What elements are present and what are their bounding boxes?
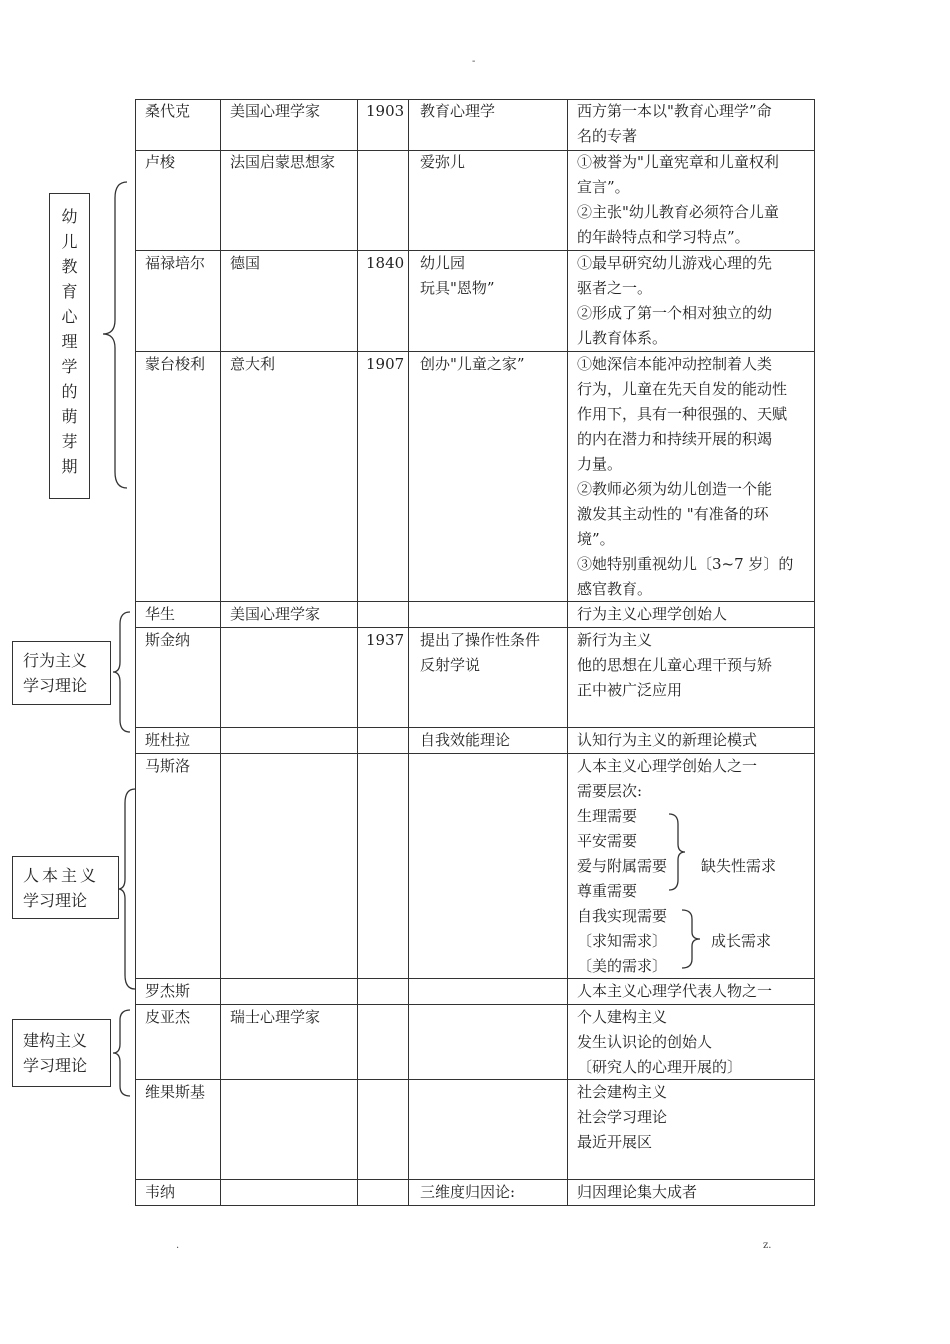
- group-label-humanism: [12, 856, 119, 919]
- work: 三维度归因论:: [420, 1183, 516, 1201]
- group-label-char: 萌: [61, 407, 78, 426]
- group-label-char: 育: [61, 282, 78, 301]
- note-line: 最近开展区: [577, 1133, 653, 1151]
- work: 提出了操作性条件: [420, 631, 541, 649]
- note-line: ①被誉为"儿童宪章和儿童权利: [577, 153, 779, 171]
- deficiency-label: 缺失性需求: [701, 857, 777, 875]
- note-line: 发生认识论的创始人: [577, 1033, 713, 1051]
- note-line: 宣言”。: [577, 178, 630, 196]
- note-line: 归因理论集大成者: [577, 1183, 698, 1201]
- group-label-germination: [49, 193, 90, 499]
- note-line: 的年龄特点和学习特点”。: [577, 228, 750, 246]
- bottom-left-mark: .: [176, 1240, 180, 1251]
- note-line: 感官教育。: [577, 580, 653, 598]
- person-identity: 瑞士心理学家: [230, 1008, 321, 1026]
- group-label-line: 学习理论: [23, 1056, 88, 1075]
- year: 1937: [366, 631, 405, 649]
- need-item: 平安需要: [577, 832, 638, 850]
- brace-icon: [97, 180, 131, 492]
- brace-icon: [680, 908, 702, 970]
- person-identity: 意大利: [230, 355, 276, 373]
- year: 1907: [366, 355, 405, 373]
- top-mark: -: [472, 56, 476, 67]
- person-name: 皮亚杰: [145, 1008, 191, 1026]
- note-line: ①她深信本能冲动控制着人类: [577, 355, 773, 373]
- work: 创办"儿童之家”: [420, 355, 525, 373]
- person-name: 福禄培尔: [145, 254, 206, 272]
- need-item: 生理需要: [577, 807, 638, 825]
- note-line: 的内在潜力和持续开展的积竭: [577, 430, 773, 448]
- year: 1903: [366, 102, 405, 120]
- group-label-char: 理: [61, 332, 78, 351]
- group-label-char: 教: [61, 257, 78, 276]
- brace-icon: [116, 787, 138, 991]
- person-name: 桑代克: [145, 102, 191, 120]
- group-label-char: 儿: [61, 232, 78, 251]
- work: 自我效能理论: [420, 731, 511, 749]
- group-label-char: 学: [61, 357, 78, 376]
- growth-label: 成长需求: [711, 932, 772, 950]
- work: 教育心理学: [420, 102, 496, 120]
- group-label-line: 行为主义: [23, 651, 88, 670]
- note-line: ①最早研究幼儿游戏心理的先: [577, 254, 773, 272]
- note-line: 认知行为主义的新理论模式: [577, 731, 758, 749]
- group-label-line: 建构主义: [23, 1031, 88, 1050]
- work: 反射学说: [420, 656, 481, 674]
- group-label-behaviorism: [12, 641, 111, 705]
- need-item: 〔求知需求〕: [577, 932, 668, 950]
- person-name: 班杜拉: [145, 731, 191, 749]
- need-item: 尊重需要: [577, 882, 638, 900]
- note-line: 需要层次:: [577, 782, 643, 800]
- person-identity: 法国启蒙思想家: [230, 153, 336, 171]
- brace-icon: [110, 610, 134, 734]
- note-line: 驱者之一。: [577, 279, 653, 297]
- person-name: 卢梭: [145, 153, 176, 171]
- note-line: ②教师必须为幼儿创造一个能: [577, 480, 773, 498]
- note-line: 儿教育体系。: [577, 329, 668, 347]
- person-name: 斯金纳: [145, 631, 191, 649]
- note-line: 力量。: [577, 455, 623, 473]
- note-line: 行为主义心理学创始人: [577, 605, 728, 623]
- brace-icon: [667, 812, 687, 892]
- note-line: 社会建构主义: [577, 1083, 668, 1101]
- note-line: 人本主义心理学代表人物之一: [577, 982, 773, 1000]
- note-line: 〔研究人的心理开展的〕: [577, 1058, 743, 1076]
- need-item: 自我实现需要: [577, 907, 668, 925]
- person-name: 罗杰斯: [145, 982, 191, 1000]
- year: 1840: [366, 254, 405, 272]
- person-name: 维果斯基: [145, 1083, 206, 1101]
- group-label-char: 期: [61, 457, 78, 476]
- note-line: ②主张"幼儿教育必须符合儿童: [577, 203, 779, 221]
- person-identity: 美国心理学家: [230, 102, 321, 120]
- group-label-line: 学习理论: [23, 891, 88, 910]
- person-name: 马斯洛: [145, 757, 191, 775]
- note-line: ③她特别重视幼儿〔3~7 岁〕的: [577, 555, 794, 573]
- note-line: 新行为主义: [577, 631, 653, 649]
- note-line: 西方第一本以"教育心理学”命: [577, 102, 772, 120]
- person-name: 韦纳: [145, 1183, 176, 1201]
- work: 爱弥儿: [420, 153, 466, 171]
- note-line: 他的思想在儿童心理干预与矫: [577, 656, 773, 674]
- group-label-char: 心: [61, 307, 78, 326]
- person-name: 华生: [145, 605, 176, 623]
- group-label-char: 幼: [61, 207, 78, 226]
- note-line: ②形成了第一个相对独立的幼: [577, 304, 773, 322]
- group-label-constructivism: [12, 1019, 111, 1087]
- person-name: 蒙台梭利: [145, 355, 206, 373]
- note-line: 行为，儿童在先天自发的能动性: [577, 380, 788, 398]
- group-label-char: 的: [61, 382, 78, 401]
- person-identity: 德国: [230, 254, 261, 272]
- note-line: 境”。: [577, 530, 615, 548]
- work: 幼儿园: [420, 254, 466, 272]
- person-identity: 美国心理学家: [230, 605, 321, 623]
- note-line: 个人建构主义: [577, 1008, 668, 1026]
- note-line: 人本主义心理学创始人之一: [577, 757, 758, 775]
- group-label-char: 芽: [61, 432, 78, 451]
- note-line: 名的专著: [577, 127, 638, 145]
- brace-icon: [110, 1008, 134, 1098]
- need-item: 〔美的需求〕: [577, 957, 668, 975]
- work: 玩具"恩物”: [420, 279, 495, 297]
- note-line: 激发其主动性的 "有准备的环: [577, 505, 769, 523]
- note-line: 正中被广泛应用: [577, 681, 683, 699]
- note-line: 作用下，具有一种很强的、天赋: [577, 405, 788, 423]
- bottom-right-mark: z.: [763, 1240, 772, 1251]
- note-line: 社会学习理论: [577, 1108, 668, 1126]
- need-item: 爱与附属需要: [577, 857, 668, 875]
- group-label-line: 人本主义: [23, 866, 100, 885]
- group-label-line: 学习理论: [23, 676, 88, 695]
